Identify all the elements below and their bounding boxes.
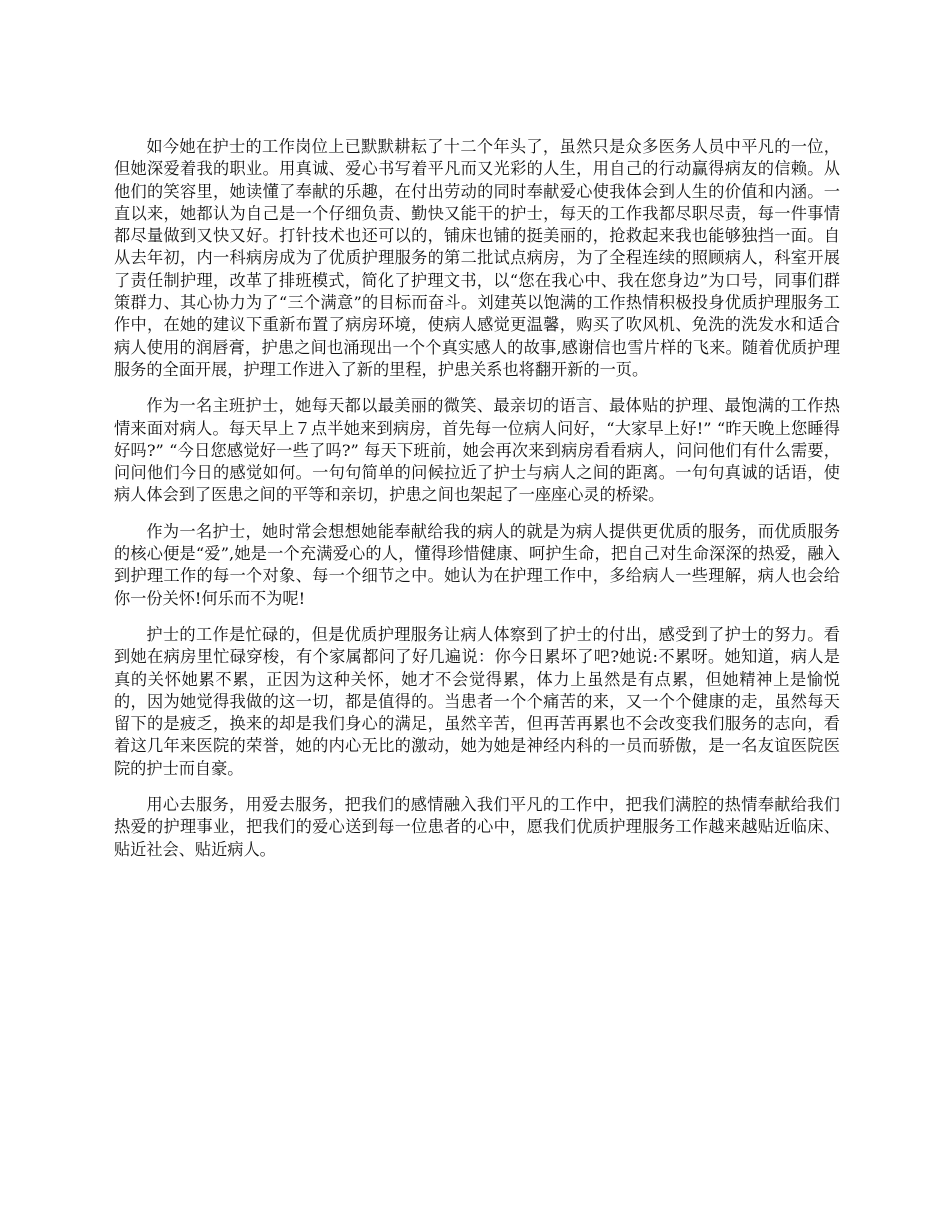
paragraph-2: 作为一名主班护士，她每天都以最美丽的微笑、最亲切的语言、最体贴的护理、最饱满的工作热情来面对病人。每天早上７点半她来到病房，首先每一位病人问好，“大家早上好!” “昨天晚上您睡得好吗?” “今日您感觉好一些了吗?” 每天下班前，她会再次来到病房看看病人，问问他们有什么需要，问问他们今日的感觉如何。一句句简单的问候拉近了护士与病人之间的距离。一句句真诚的话语，使病人体会到了医患之间的平等和亲切，护患之间也架起了一座座心灵的桥梁。	[114, 396, 840, 505]
document-body	[114, 136, 840, 875]
paragraph-3: 作为一名护士，她时常会想想她能奉献给我的病人的就是为病人提供更优质的服务，而优质服务的核心便是“爱”,她是一个充满爱心的人，懂得珍惜健康、呵护生命，把自己对生命深深的热爱，融入到护理工作的每一个对象、每一个细节之中。她认为在护理工作中，多给病人一些理解，病人也会给你一份关怀!何乐而不为呢!	[114, 521, 840, 608]
paragraph-1: 如今她在护士的工作岗位上已默默耕耘了十二个年头了，虽然只是众多医务人员中平凡的一位，但她深爱着我的职业。用真诚、爱心书写着平凡而又光彩的人生，用自己的行动赢得病友的信赖。从他们的笑容里，她读懂了奉献的乐趣，在付出劳动的同时奉献爱心使我体会到人生的价值和内涵。一直以来，她都认为自己是一个仔细负责、勤快又能干的护士，每天的工作我都尽职尽责，每一件事情都尽量做到又快又好。打针技术也还可以的，铺床也铺的挺美丽的，抢救起来我也能够独挡一面。自从去年初，内一科病房成为了优质护理服务的第二批试点病房，为了全程连续的照顾病人，科室开展了责任制护理，改革了排班模式，简化了护理文书，以“您在我心中、我在您身边”为口号，同事们群策群力、其心协力为了“三个满意”的目标而奋斗。刘建英以饱满的工作热情积极投身优质护理服务工作中，在她的建议下重新布置了病房环境，使病人感觉更温馨，购买了吹风机、免洗的洗发水和适合病人使用的润唇膏，护患之间也涌现出一个个真实感人的故事,感谢信也雪片样的飞来。随着优质护理服务的全面开展，护理工作进入了新的里程，护患关系也将翻开新的一页。	[114, 137, 840, 379]
paragraph-5: 用心去服务，用爱去服务，把我们的感情融入我们平凡的工作中，把我们满腔的热情奉献给我们热爱的护理事业，把我们的爱心送到每一位患者的心中，愿我们优质护理服务工作越来越贴近临床、贴近社会、贴近病人。	[114, 795, 840, 859]
paragraph-4: 护士的工作是忙碌的，但是优质护理服务让病人体察到了护士的付出，感受到了护士的努力。看到她在病房里忙碌穿梭，有个家属都问了好几遍说：你今日累坏了吧?她说:不累呀。她知道，病人是真的关怀她累不累，正因为这种关怀，她才不会觉得累，体力上虽然是有点累，但她精神上是愉悦的，因为她觉得我做的这一切，都是值得的。当患者一个个痛苦的来，又一个个健康的走，虽然每天留下的是疲乏，换来的却是我们身心的满足，虽然辛苦，但再苦再累也不会改变我们服务的志向，看着这几年来医院的荣誉，她的内心无比的激动，她为她是神经内科的一员而骄傲，是一名友谊医院医院的护士而自豪。	[114, 624, 840, 778]
